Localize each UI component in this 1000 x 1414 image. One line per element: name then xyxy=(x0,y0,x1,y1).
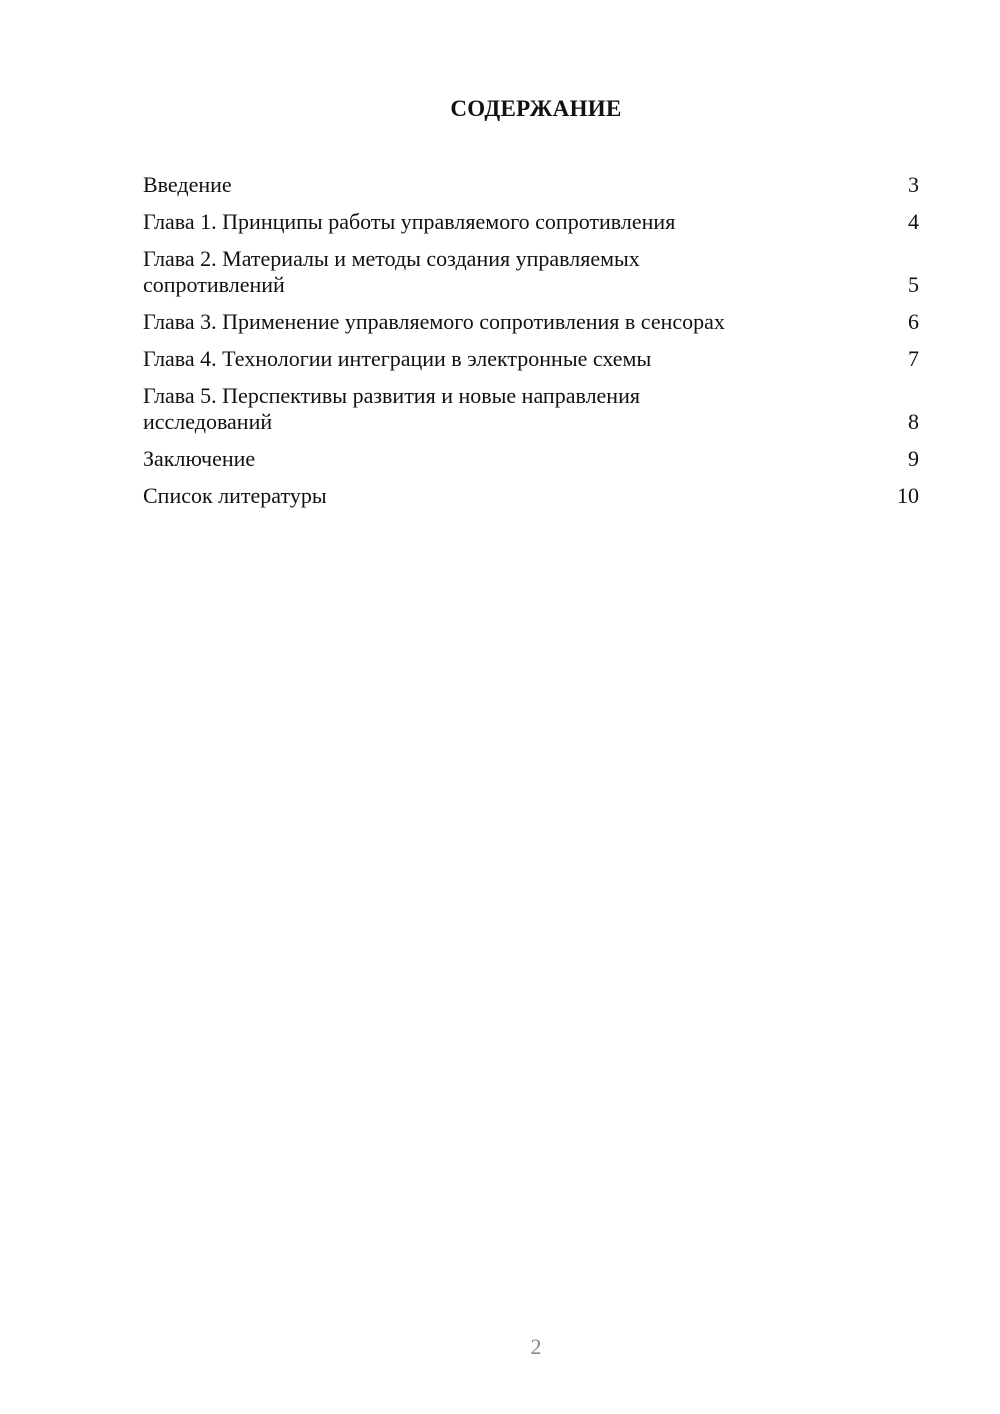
page-number: 2 xyxy=(530,1334,542,1359)
toc-entry-chapter-3[interactable] xyxy=(143,309,919,335)
toc-entry-page: 5 xyxy=(908,272,919,297)
toc-entry-page: 9 xyxy=(908,446,919,471)
toc-entry-text: Список литературы xyxy=(143,483,327,508)
table-of-contents xyxy=(143,172,919,520)
toc-entry-page: 10 xyxy=(897,483,919,508)
toc-entry-page: 4 xyxy=(908,209,919,234)
toc-entry-text: Введение xyxy=(143,172,232,197)
toc-entry-text: Глава 2. Материалы и методы создания управляемых сопротивлений xyxy=(143,246,640,297)
toc-entry-page: 7 xyxy=(908,346,919,371)
toc-entry-text: Заключение xyxy=(143,446,256,471)
toc-entry-text: Глава 5. Перспективы развития и новые направления исследований xyxy=(143,383,640,434)
toc-entry-references[interactable] xyxy=(143,483,919,509)
toc-entry-page: 3 xyxy=(908,172,919,197)
toc-entry-chapter-4[interactable] xyxy=(143,346,919,372)
toc-entry-chapter-5[interactable] xyxy=(143,383,919,435)
page-title: СОДЕРЖАНИЕ xyxy=(450,96,622,121)
toc-entry-chapter-1[interactable] xyxy=(143,209,919,235)
toc-entry-text: Глава 4. Технологии интеграции в электронные схемы xyxy=(143,346,652,371)
toc-entry-chapter-2[interactable] xyxy=(143,246,919,298)
toc-entry-introduction[interactable] xyxy=(143,172,919,198)
toc-entry-page: 8 xyxy=(908,409,919,434)
toc-entry-text: Глава 1. Принципы работы управляемого сопротивления xyxy=(143,209,676,234)
toc-entry-text: Глава 3. Применение управляемого сопротивления в сенсорах xyxy=(143,309,725,334)
toc-entry-conclusion[interactable] xyxy=(143,446,919,472)
toc-entry-page: 6 xyxy=(908,309,919,334)
